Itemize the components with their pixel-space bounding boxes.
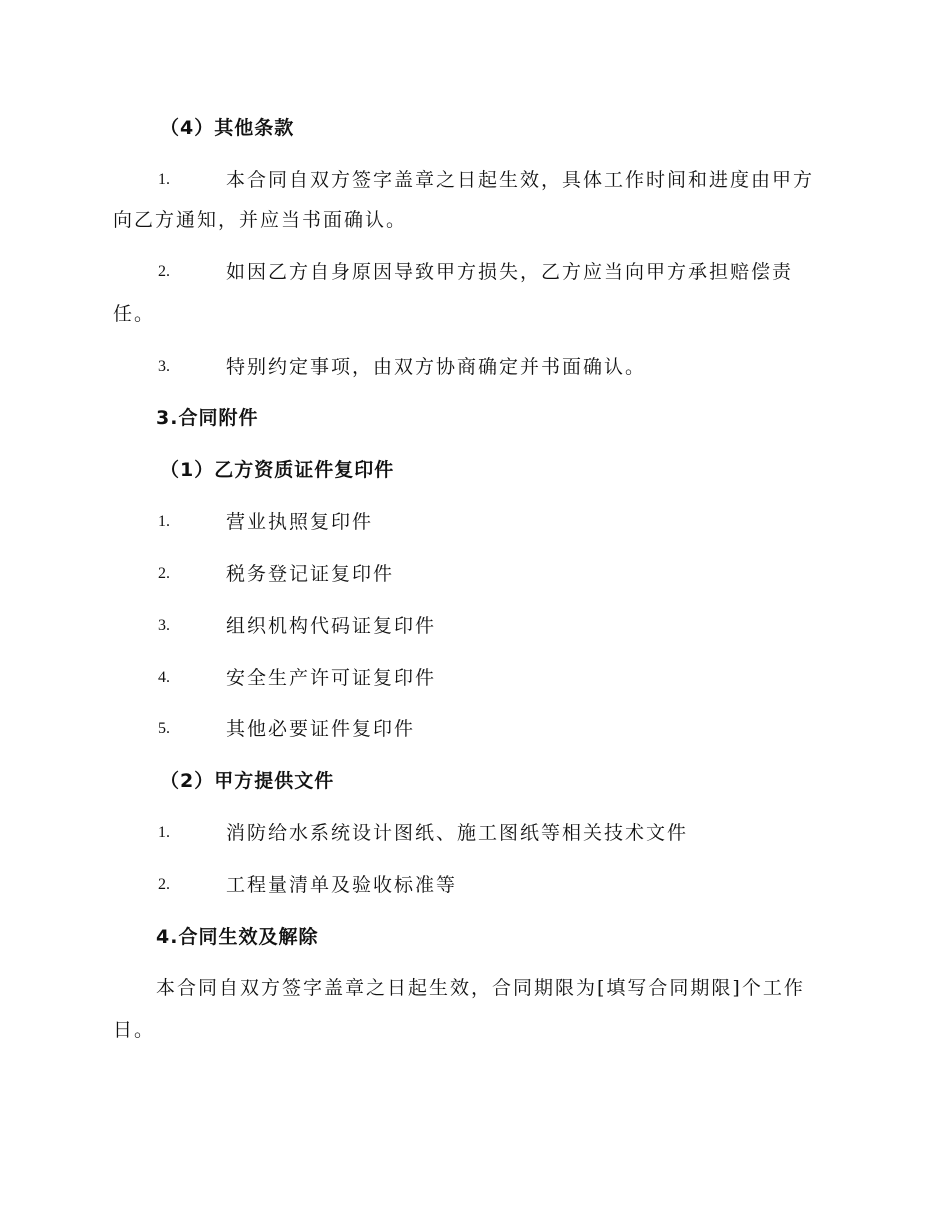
list-item-text-continued: 向乙方通知，并应当书面确认。 xyxy=(113,209,408,231)
list-item-text: 如因乙方自身原因导致甲方损失，乙方应当向甲方承担赔偿责 xyxy=(226,261,794,283)
list-item-text: 营业执照复印件 xyxy=(226,511,374,533)
list-number: 2. xyxy=(158,876,170,893)
list-number: 2. xyxy=(158,263,170,280)
list-item-text: 特别约定事项，由双方协商确定并书面确认。 xyxy=(226,356,647,378)
list-item-text: 本合同自双方签字盖章之日起生效，具体工作时间和进度由甲方 xyxy=(226,169,815,191)
subsection-heading-qualifications: （1）乙方资质证件复印件 xyxy=(160,459,395,481)
section-heading-attachments: 3.合同附件 xyxy=(156,407,259,429)
list-number: 3. xyxy=(158,617,170,634)
section-heading-effectiveness: 4.合同生效及解除 xyxy=(156,926,319,948)
list-number: 5. xyxy=(158,720,170,737)
list-item-text: 税务登记证复印件 xyxy=(226,563,395,585)
subsection-heading-party-a-documents: （2）甲方提供文件 xyxy=(160,770,335,792)
list-number: 4. xyxy=(158,669,170,686)
paragraph-text: 本合同自双方签字盖章之日起生效，合同期限为[填写合同期限]个工作 xyxy=(156,977,805,999)
list-number: 1. xyxy=(158,171,170,188)
list-item-text: 安全生产许可证复印件 xyxy=(226,667,437,689)
list-item-text: 其他必要证件复印件 xyxy=(226,718,416,740)
list-number: 1. xyxy=(158,824,170,841)
list-item-text-continued: 任。 xyxy=(113,303,156,325)
list-item-text: 消防给水系统设计图纸、施工图纸等相关技术文件 xyxy=(226,822,689,844)
section-heading-other-terms: （4）其他条款 xyxy=(160,117,295,139)
paragraph-text-continued: 日。 xyxy=(113,1019,156,1041)
list-number: 3. xyxy=(158,358,170,375)
list-item-text: 组织机构代码证复印件 xyxy=(226,615,437,637)
list-number: 2. xyxy=(158,565,170,582)
list-item-text: 工程量清单及验收标准等 xyxy=(226,874,458,896)
list-number: 1. xyxy=(158,513,170,530)
